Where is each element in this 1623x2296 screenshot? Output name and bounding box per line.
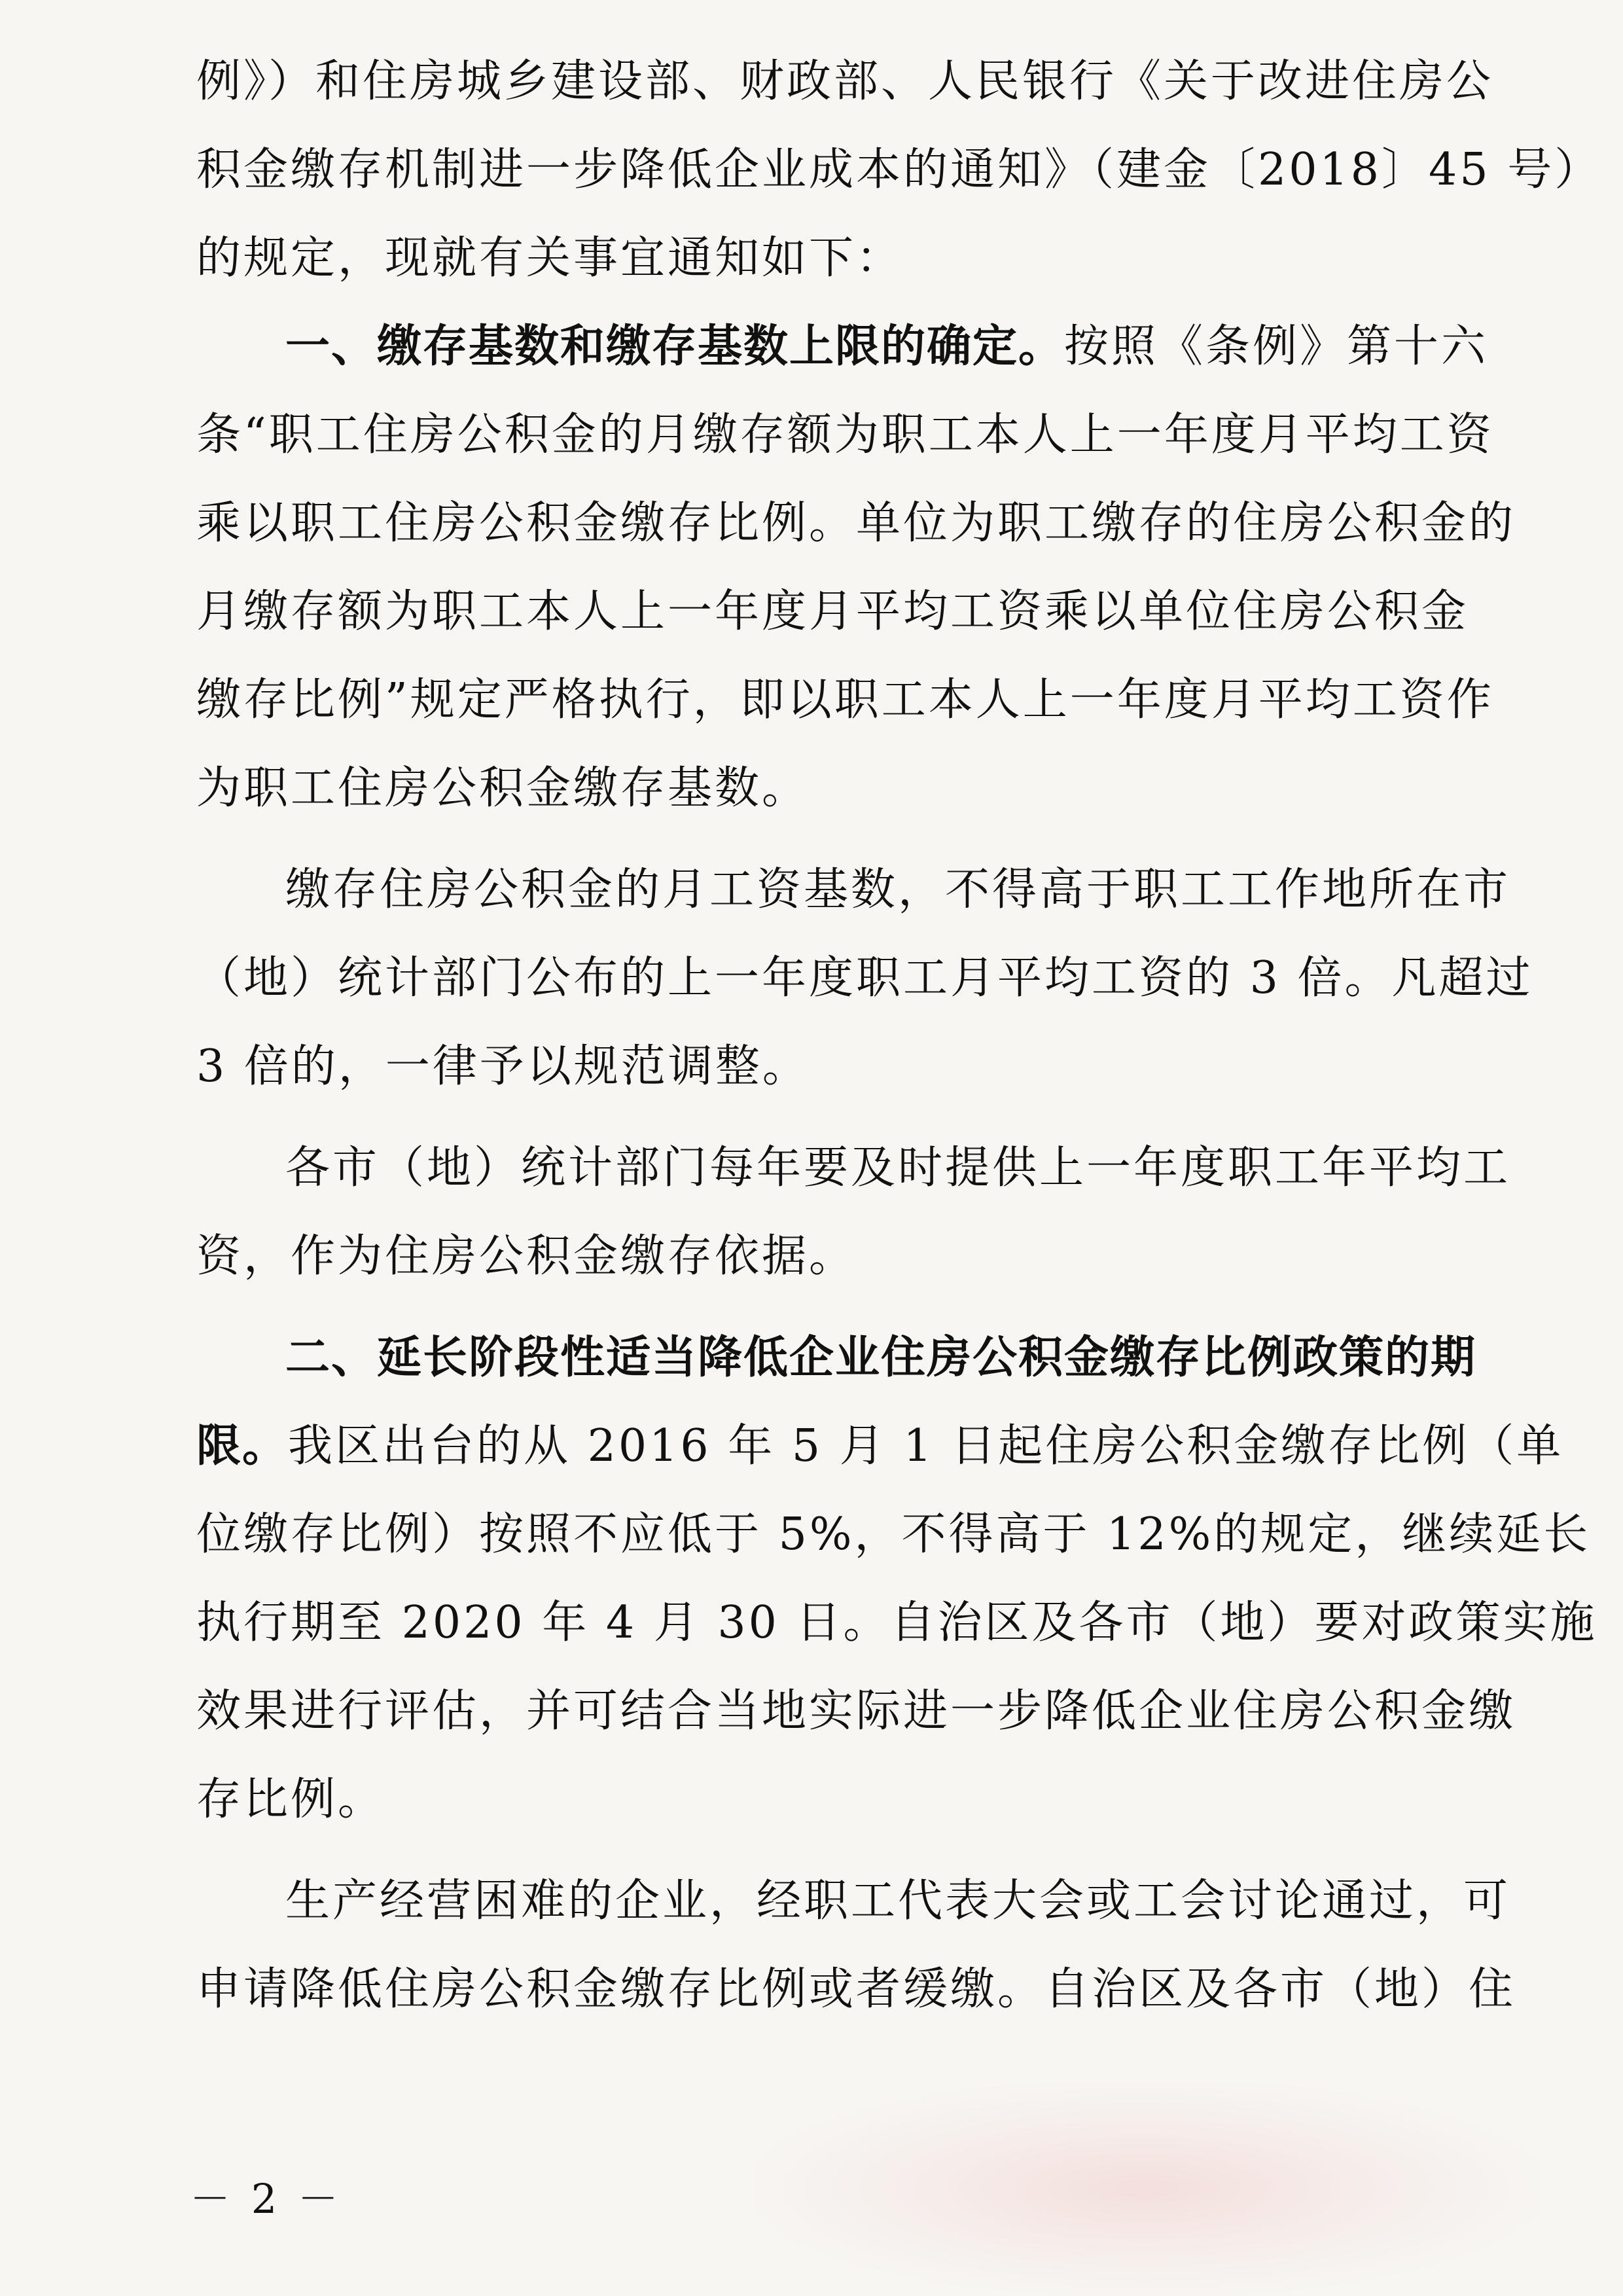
section-1-text: 按照《条例》第十六 <box>1064 321 1489 372</box>
text-line: 效果进行评估，并可结合当地实际进一步降低企业住房公积金缴 <box>196 1685 1516 1737</box>
paragraph-line: 缴存住房公积金的月工资基数，不得高于职工工作地所在市 <box>285 864 1511 916</box>
text-line: 条“职工住房公积金的月缴存额为职工本人上一年度月平均工资 <box>196 409 1494 461</box>
section-2-heading: 二、延长阶段性适当降低企业住房公积金缴存比例政策的期 <box>285 1332 1477 1384</box>
text-line: 例》）和住房城乡建设部、财政部、人民银行《关于改进住房公 <box>196 56 1494 107</box>
text-line: 月缴存额为职工本人上一年度月平均工资乘以单位住房公积金 <box>196 586 1469 637</box>
section-2-line <box>196 1420 1564 1473</box>
text-line: 积金缴存机制进一步降低企业成本的通知》（建金〔2018〕45 号） <box>196 144 1602 196</box>
text-line: 3 倍的，一律予以规范调整。 <box>196 1041 810 1092</box>
page-number: － 2 － <box>190 2175 342 2223</box>
text-line: 位缴存比例）按照不应低于 5%，不得高于 12%的规定，继续延长 <box>196 1509 1591 1560</box>
section-1-line <box>285 321 1492 373</box>
section-1-heading: 一、缴存基数和缴存基数上限的确定。 <box>285 321 1065 372</box>
text-line: 为职工住房公积金缴存基数。 <box>196 762 810 814</box>
text-line: 申请降低住房公积金缴存比例或者缓缴。自治区及各市（地）住 <box>196 1964 1516 2015</box>
seal-stamp-tint <box>753 2081 1538 2296</box>
text-line: 的规定，现就有关事宜通知如下： <box>196 232 904 284</box>
text-line: 缴存比例”规定严格执行，即以职工本人上一年度月平均工资作 <box>196 674 1494 726</box>
text-line: 乘以职工住房公积金缴存比例。单位为职工缴存的住房公积金的 <box>196 497 1516 549</box>
text-line: （地）统计部门公布的上一年度职工月平均工资的 3 倍。凡超过 <box>196 952 1533 1004</box>
text-line: 执行期至 2020 年 4 月 30 日。自治区及各市（地）要对政策实施 <box>196 1597 1597 1649</box>
text-line: 存比例。 <box>196 1774 385 1825</box>
section-2-text: 我区出台的从 2016 年 5 月 1 日起住房公积金缴存比例（单 <box>288 1420 1564 1472</box>
text-line: 资，作为住房公积金缴存依据。 <box>196 1230 857 1282</box>
paragraph-line: 生产经营困难的企业，经职工代表大会或工会讨论通过，可 <box>285 1875 1511 1927</box>
paragraph-line: 各市（地）统计部门每年要及时提供上一年度职工年平均工 <box>285 1142 1511 1194</box>
section-2-heading-end: 限。 <box>196 1420 289 1472</box>
